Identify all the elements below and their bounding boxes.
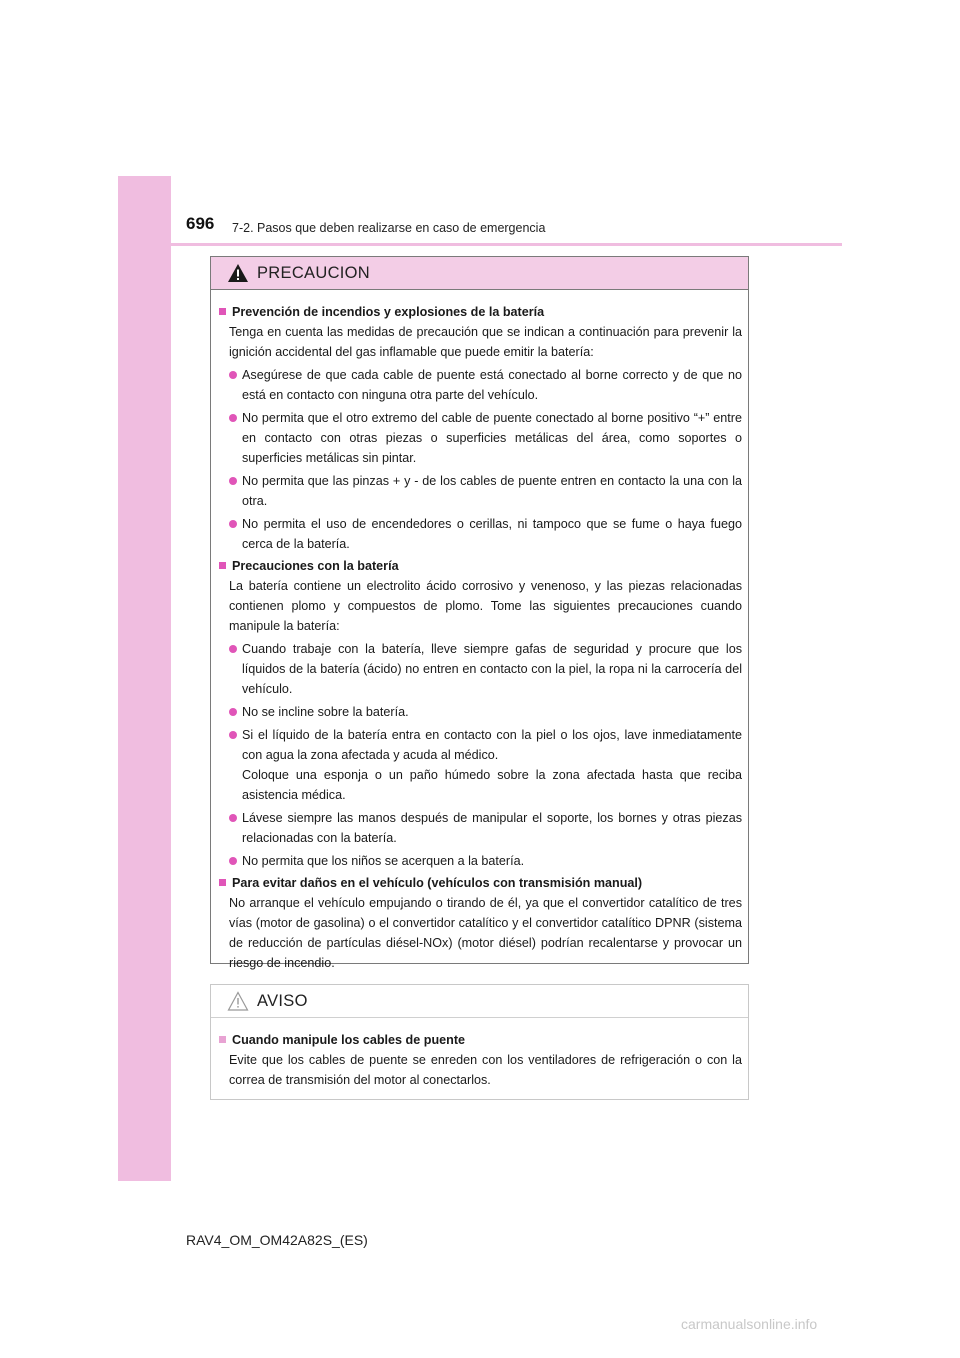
- notice-heading: Cuando manipule los cables de puente: [219, 1030, 742, 1050]
- list-item: Asegúrese de que cada cable de puente está conectado al borne correcto y de que no está en contacto con ninguna otra parte del vehículo.: [219, 365, 742, 405]
- list-item: No permita el uso de encendedores o cerillas, ni tampoco que se fume o haya fuego cerca de la batería.: [219, 514, 742, 554]
- warning-triangle-outline-icon: [227, 991, 249, 1011]
- header-rule: [118, 243, 842, 246]
- list-item: No permita que los niños se acerquen a la batería.: [219, 851, 742, 871]
- square-bullet-icon: [219, 879, 226, 886]
- list-item: Lávese siempre las manos después de manipular el soporte, los bornes y otras piezas relacionadas con la batería.: [219, 808, 742, 848]
- section-title: 7-2. Pasos que deben realizarse en caso de emergencia: [232, 221, 546, 235]
- section-intro: No arranque el vehículo empujando o tirando de él, ya que el convertidor catalítico de tres vías (motor de gasolina) o el convertidor catalítico y el convertidor catalítico DPNR (sistema de reducción de partículas diésel-NOx) (motor diésel) podrían recalentarse y provocar un riesgo de incendio.: [229, 896, 742, 970]
- notice-body: [211, 1018, 748, 1090]
- warning-triangle-icon: [227, 263, 249, 283]
- circle-bullet-icon: [229, 645, 237, 653]
- square-bullet-icon: [219, 1036, 226, 1043]
- section-heading: Para evitar daños en el vehículo (vehículos con transmisión manual): [219, 873, 742, 893]
- circle-bullet-icon: [229, 857, 237, 865]
- circle-bullet-icon: [229, 520, 237, 528]
- section-intro: La batería contiene un electrolito ácido corrosivo y venenoso, y las piezas relacionadas contienen plomo y compuestos de plomo. Tome las siguientes precauciones cuando manipule la batería:: [229, 579, 742, 633]
- section-heading: Precauciones con la batería: [219, 556, 742, 576]
- list-item: Cuando trabaje con la batería, lleve siempre gafas de seguridad y procure que los líquidos de la batería (ácido) no entren en contacto con la piel, la ropa ni la carrocería del vehículo.: [219, 639, 742, 699]
- list-item: No permita que el otro extremo del cable de puente conectado al borne positivo “+” entre en contacto con otras piezas o superficies metálicas del área, como soportes o superficies metálicas sin pintar.: [219, 408, 742, 468]
- caution-box: [210, 256, 749, 970]
- circle-bullet-icon: [229, 708, 237, 716]
- notice-header: [211, 985, 748, 1018]
- side-color-band: [118, 176, 171, 1181]
- section-intro: Tenga en cuenta las medidas de precaución que se indican a continuación para prevenir la ignición accidental del gas inflamable que puede emitir la batería:: [229, 325, 742, 359]
- page-number: 696: [186, 214, 215, 233]
- square-bullet-icon: [219, 308, 226, 315]
- notice-box: [210, 984, 749, 1100]
- circle-bullet-icon: [229, 477, 237, 485]
- circle-bullet-icon: [229, 731, 237, 739]
- list-item: Si el líquido de la batería entra en contacto con la piel o los ojos, lave inmediatamente con agua la zona afectada y acuda al médico. Coloque una esponja o un paño húmedo sobre la zona afectada hasta que reciba asistencia médica.: [219, 725, 742, 805]
- section-heading: Prevención de incendios y explosiones de la batería: [219, 302, 742, 322]
- circle-bullet-icon: [229, 371, 237, 379]
- circle-bullet-icon: [229, 414, 237, 422]
- list-item: No se incline sobre la batería.: [219, 702, 742, 722]
- caution-body: [211, 290, 748, 973]
- watermark: carmanualsonline.info: [681, 1316, 818, 1332]
- notice-text: Evite que los cables de puente se enreden con los ventiladores de refrigeración o con la correa de transmisión del motor al conectarlos.: [229, 1053, 742, 1087]
- caution-header: [211, 257, 748, 290]
- square-bullet-icon: [219, 562, 226, 569]
- circle-bullet-icon: [229, 814, 237, 822]
- list-item: No permita que las pinzas + y - de los cables de puente entren en contacto la una con la otra.: [219, 471, 742, 511]
- notice-title: AVISO: [257, 991, 308, 1010]
- document-code: RAV4_OM_OM42A82S_(ES): [186, 1232, 368, 1248]
- caution-title: PRECAUCION: [257, 263, 371, 282]
